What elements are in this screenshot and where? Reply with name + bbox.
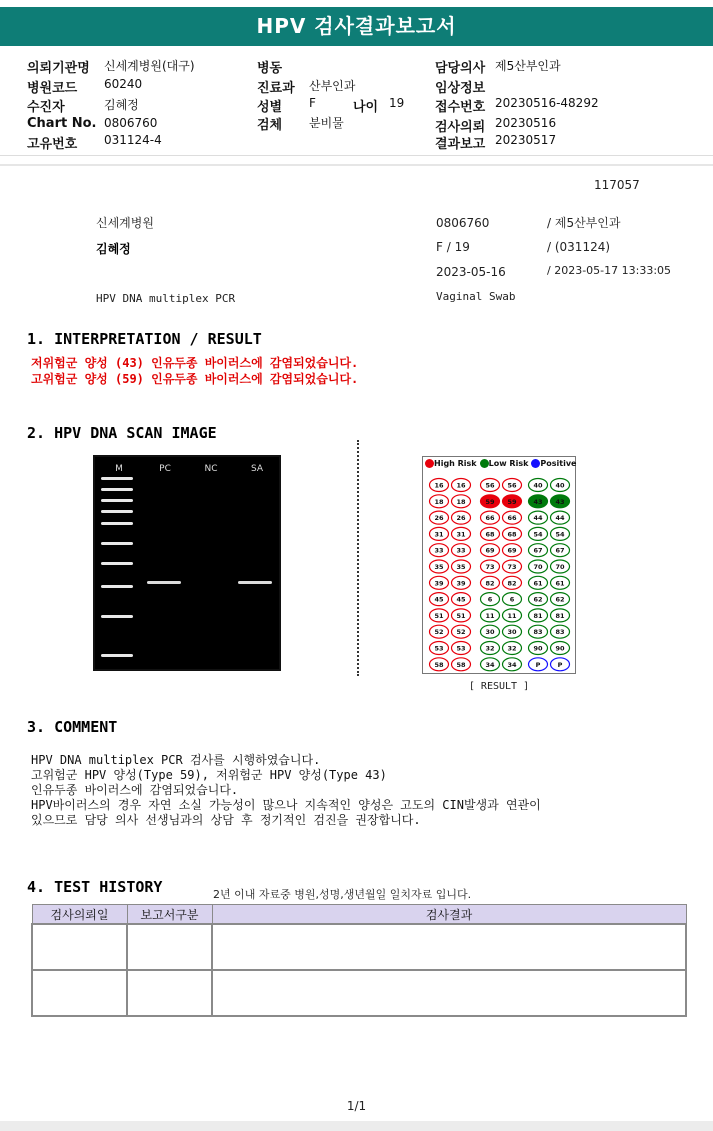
history-col-report-type: 보고서구분 bbox=[127, 905, 212, 925]
history-col-request-date: 검사의뢰일 bbox=[32, 905, 127, 925]
legend-low: Low Risk bbox=[488, 459, 529, 468]
hpv-probe-90 bbox=[529, 642, 548, 655]
hpv-probe-label: 82 bbox=[485, 579, 495, 588]
header-item: 의뢰기관명 신세계병원(대구) bbox=[27, 59, 195, 76]
hpv-probe-43 bbox=[551, 495, 570, 508]
history-table bbox=[31, 904, 687, 1017]
hpv-probe-label: 81 bbox=[533, 611, 543, 620]
hpv-probe-label: 18 bbox=[456, 497, 466, 506]
ladder-band bbox=[101, 562, 133, 565]
ladder-band bbox=[101, 510, 133, 513]
hpv-probe-30 bbox=[503, 625, 522, 638]
ladder-band bbox=[101, 585, 133, 588]
hpv-probe-label: 39 bbox=[434, 579, 444, 588]
hpv-probe-32 bbox=[481, 642, 500, 655]
info-hospital: 신세계병원 bbox=[96, 216, 154, 230]
hpv-probe-label: 69 bbox=[507, 546, 517, 555]
info-dept: / 제5산부인과 bbox=[547, 216, 621, 230]
hpv-probe-label: 18 bbox=[434, 497, 444, 506]
ladder-band bbox=[101, 499, 133, 502]
hpv-probe-label: 53 bbox=[434, 644, 444, 653]
hpv-probe-82 bbox=[481, 576, 500, 589]
hpv-probe-label: 45 bbox=[434, 595, 444, 604]
hpv-probe-label: 73 bbox=[485, 563, 495, 571]
hpv-probe-label: 66 bbox=[485, 514, 495, 523]
legend-high: High Risk bbox=[434, 459, 477, 468]
hpv-probe-40 bbox=[551, 479, 570, 492]
hpv-probe-18 bbox=[430, 495, 449, 508]
table-row bbox=[32, 970, 686, 1016]
divider bbox=[0, 164, 713, 166]
hpv-probe-label: 43 bbox=[555, 497, 565, 506]
section-comment-title: 3. COMMENT bbox=[27, 718, 118, 736]
hpv-probe-39 bbox=[452, 576, 471, 589]
result-caption: [ RESULT ] bbox=[468, 681, 530, 692]
hpv-result-panel bbox=[422, 456, 576, 674]
hpv-probe-66 bbox=[481, 511, 500, 524]
panel-legend bbox=[425, 459, 575, 473]
header-item: Chart No. 0806760 bbox=[27, 116, 158, 131]
hpv-probe-53 bbox=[430, 642, 449, 655]
comment-line: 인유두종 바이러스에 감염되었습니다. bbox=[31, 783, 239, 797]
hpv-probe-label: 39 bbox=[456, 579, 466, 588]
info-chart: 0806760 bbox=[436, 216, 490, 230]
ladder-band bbox=[101, 477, 133, 480]
hpv-probe-52 bbox=[452, 625, 471, 638]
hpv-probe-label: 16 bbox=[456, 481, 466, 490]
hpv-probe-label: 35 bbox=[434, 563, 444, 571]
header-item: 병원코드 60240 bbox=[27, 77, 143, 96]
hpv-probe-label: 67 bbox=[533, 546, 543, 555]
hpv-probe-62 bbox=[529, 593, 548, 606]
hpv-probe-45 bbox=[452, 593, 471, 606]
hpv-probe-52 bbox=[430, 625, 449, 638]
table-cell bbox=[127, 924, 212, 970]
hpv-probe-label: 83 bbox=[555, 628, 565, 637]
hpv-probe-31 bbox=[452, 527, 471, 540]
hpv-probe-label: 32 bbox=[485, 644, 495, 653]
header-age: 나이 19 bbox=[353, 96, 405, 115]
header-item: 결과보고 20230517 bbox=[435, 133, 557, 152]
low-risk-dot-icon bbox=[480, 459, 489, 468]
hpv-probe-label: 53 bbox=[456, 644, 466, 653]
hpv-probe-label: 67 bbox=[555, 546, 565, 555]
comment-line: 고위험군 HPV 양성(Type 59), 저위험군 HPV 양성(Type 43) bbox=[31, 768, 387, 782]
hpv-probe-51 bbox=[430, 609, 449, 622]
gel-image bbox=[93, 455, 281, 671]
hpv-probe-label: 54 bbox=[555, 530, 565, 539]
hpv-probe-11 bbox=[503, 609, 522, 622]
hpv-probe-label: 16 bbox=[434, 481, 444, 490]
header-item: 진료과 산부인과 bbox=[257, 79, 356, 96]
hpv-probe-58 bbox=[430, 658, 449, 671]
header-item: 접수번호 20230516-48292 bbox=[435, 96, 599, 115]
hpv-probe-40 bbox=[529, 479, 548, 492]
comment-line: HPV바이러스의 경우 자연 소실 가능성이 많으나 지속적인 양성은 고도의 CIN발생과 연관이 bbox=[31, 798, 541, 812]
hpv-probe-label: 62 bbox=[533, 595, 543, 604]
hpv-probe-label: 31 bbox=[456, 530, 466, 539]
hpv-probe-label: 68 bbox=[507, 530, 517, 539]
specimen-code: 117057 bbox=[594, 178, 640, 192]
hpv-probe-label: 30 bbox=[507, 628, 517, 637]
hpv-probe-label: 31 bbox=[434, 530, 444, 539]
hpv-probe-32 bbox=[503, 642, 522, 655]
hpv-probe-label: 33 bbox=[456, 546, 466, 555]
hpv-probe-73 bbox=[481, 560, 500, 573]
hpv-probe-label: 6 bbox=[487, 595, 493, 604]
table-cell bbox=[127, 970, 212, 1016]
hpv-probe-label: 45 bbox=[456, 595, 466, 604]
header-item: 담당의사 제5산부인과 bbox=[435, 59, 561, 76]
dotted-divider bbox=[357, 440, 359, 676]
hpv-probe-label: 11 bbox=[485, 611, 495, 620]
info-patient: 김혜정 bbox=[96, 242, 131, 256]
hpv-probe-26 bbox=[430, 511, 449, 524]
legend-positive: Positive bbox=[540, 459, 577, 468]
hpv-probe-label: 69 bbox=[485, 546, 495, 555]
hpv-probe-16 bbox=[430, 479, 449, 492]
hpv-probe-66 bbox=[503, 511, 522, 524]
page-number: 1/1 bbox=[346, 1099, 367, 1113]
hpv-probe-30 bbox=[481, 625, 500, 638]
hpv-probe-label: 52 bbox=[456, 628, 466, 637]
hpv-probe-61 bbox=[551, 576, 570, 589]
hpv-probe-26 bbox=[452, 511, 471, 524]
info-sex-age: F / 19 bbox=[436, 240, 470, 254]
history-note: 2년 이내 자료중 병원,성명,생년월일 일치자료 입니다. bbox=[213, 888, 472, 901]
hpv-probe-label: 26 bbox=[434, 514, 444, 523]
header-item: 성별 F bbox=[257, 96, 316, 115]
report-title: HPV 검사결과보고서 bbox=[256, 14, 457, 38]
hpv-probe-6 bbox=[503, 593, 522, 606]
hpv-probe-label: 6 bbox=[509, 595, 515, 604]
hpv-probe-16 bbox=[452, 479, 471, 492]
hpv-probe-31 bbox=[430, 527, 449, 540]
hpv-probe-11 bbox=[481, 609, 500, 622]
comment-block bbox=[31, 753, 541, 828]
hpv-probe-59 bbox=[481, 495, 500, 508]
hpv-probe-35 bbox=[430, 560, 449, 573]
info-date-report: / 2023-05-17 13:33:05 bbox=[547, 264, 672, 277]
hpv-probe-label: 61 bbox=[533, 579, 543, 588]
hpv-probe-6 bbox=[481, 593, 500, 606]
hpv-probe-44 bbox=[529, 511, 548, 524]
hpv-probe-label: 83 bbox=[533, 628, 543, 637]
header-item: 검체 분비물 bbox=[257, 116, 344, 133]
hpv-probe-label: 40 bbox=[555, 481, 565, 490]
hpv-probe-70 bbox=[551, 560, 570, 573]
history-col-result: 검사결과 bbox=[212, 905, 686, 925]
table-cell bbox=[32, 924, 127, 970]
divider bbox=[0, 155, 713, 156]
hpv-probe-67 bbox=[529, 544, 548, 557]
hpv-probe-label: 58 bbox=[434, 660, 444, 669]
hpv-probe-label: 34 bbox=[507, 660, 517, 669]
hpv-probe-58 bbox=[452, 658, 471, 671]
hpv-probe-39 bbox=[430, 576, 449, 589]
hpv-probe-68 bbox=[503, 527, 522, 540]
hpv-probe-label: 30 bbox=[485, 628, 495, 637]
hpv-probe-51 bbox=[452, 609, 471, 622]
hpv-probe-label: 26 bbox=[456, 514, 466, 523]
hpv-probe-59 bbox=[503, 495, 522, 508]
ladder-band bbox=[101, 615, 133, 618]
hpv-probe-label: 90 bbox=[533, 644, 543, 653]
hpv-probe-P bbox=[529, 658, 548, 671]
hpv-probe-label: 44 bbox=[533, 514, 543, 523]
hpv-probe-label: 70 bbox=[533, 563, 543, 571]
gel-lane-label: PC bbox=[159, 464, 171, 474]
header-item: 수진자 김혜정 bbox=[27, 98, 139, 115]
result-line: 고위험군 양성 (59) 인유두종 바이러스에 감염되었습니다. bbox=[31, 372, 359, 386]
bottom-band bbox=[0, 1121, 713, 1131]
info-date-request: 2023-05-16 bbox=[436, 265, 506, 279]
hpv-probe-label: 44 bbox=[555, 514, 565, 523]
hpv-probe-label: 59 bbox=[507, 497, 517, 506]
high-risk-dot-icon bbox=[425, 459, 434, 468]
info-specimen: Vaginal Swab bbox=[436, 290, 516, 303]
history-header-row bbox=[32, 905, 686, 925]
hpv-probe-label: 56 bbox=[507, 481, 517, 490]
hpv-probe-62 bbox=[551, 593, 570, 606]
hpv-probe-label: 43 bbox=[533, 497, 543, 506]
hpv-probe-label: P bbox=[535, 660, 541, 669]
hpv-probe-56 bbox=[503, 479, 522, 492]
hpv-probe-69 bbox=[481, 544, 500, 557]
gel-lane-label: M bbox=[115, 464, 123, 474]
ladder-band bbox=[101, 654, 133, 657]
section-scan-title: 2. HPV DNA SCAN IMAGE bbox=[27, 424, 217, 442]
hpv-probe-34 bbox=[481, 658, 500, 671]
comment-line: HPV DNA multiplex PCR 검사를 시행하였습니다. bbox=[31, 753, 321, 767]
hpv-probe-56 bbox=[481, 479, 500, 492]
ladder-band bbox=[101, 522, 133, 525]
header-item: 임상정보 bbox=[435, 81, 486, 96]
hpv-probe-70 bbox=[529, 560, 548, 573]
hpv-probe-81 bbox=[529, 609, 548, 622]
hpv-probe-45 bbox=[430, 593, 449, 606]
hpv-probe-43 bbox=[529, 495, 548, 508]
hpv-probe-81 bbox=[551, 609, 570, 622]
hpv-probe-label: 33 bbox=[434, 546, 444, 555]
hpv-probe-label: 34 bbox=[485, 660, 495, 669]
panel-grid bbox=[423, 475, 575, 673]
header-item: 병동 bbox=[257, 61, 283, 76]
hpv-probe-53 bbox=[452, 642, 471, 655]
hpv-probe-label: 70 bbox=[555, 563, 565, 571]
table-cell bbox=[212, 970, 686, 1016]
hpv-probe-69 bbox=[503, 544, 522, 557]
hpv-probe-61 bbox=[529, 576, 548, 589]
hpv-probe-label: 81 bbox=[555, 611, 565, 620]
hpv-probe-54 bbox=[529, 527, 548, 540]
header-item: 검사의뢰 20230516 bbox=[435, 116, 557, 135]
hpv-probe-label: 56 bbox=[485, 481, 495, 490]
hpv-probe-54 bbox=[551, 527, 570, 540]
sa-band bbox=[238, 581, 272, 584]
table-row bbox=[32, 924, 686, 970]
hpv-probe-18 bbox=[452, 495, 471, 508]
hpv-probe-label: 35 bbox=[456, 563, 466, 571]
hpv-probe-label: 73 bbox=[507, 563, 517, 571]
hpv-probe-33 bbox=[430, 544, 449, 557]
hpv-probe-83 bbox=[529, 625, 548, 638]
info-test: HPV DNA multiplex PCR bbox=[96, 292, 236, 305]
hpv-probe-label: 59 bbox=[485, 497, 495, 506]
result-line: 저위험군 양성 (43) 인유두종 바이러스에 감염되었습니다. bbox=[31, 356, 359, 370]
marker-ladder bbox=[101, 477, 133, 657]
info-id: / (031124) bbox=[547, 240, 611, 254]
hpv-probe-label: 51 bbox=[434, 611, 444, 620]
hpv-probe-label: 40 bbox=[533, 481, 543, 490]
hpv-probe-label: 82 bbox=[507, 579, 517, 588]
hpv-probe-83 bbox=[551, 625, 570, 638]
hpv-probe-label: 52 bbox=[434, 628, 444, 637]
hpv-probe-label: 11 bbox=[507, 611, 517, 620]
hpv-probe-34 bbox=[503, 658, 522, 671]
hpv-probe-90 bbox=[551, 642, 570, 655]
ladder-band bbox=[101, 488, 133, 491]
hpv-probe-label: 58 bbox=[456, 660, 466, 669]
hpv-probe-44 bbox=[551, 511, 570, 524]
comment-line: 있으므로 담당 의사 선생님과의 상담 후 정기적인 검진을 권장합니다. bbox=[31, 813, 421, 827]
section-interpretation-title: 1. INTERPRETATION / RESULT bbox=[27, 330, 262, 348]
hpv-probe-label: P bbox=[557, 660, 563, 669]
hpv-probe-82 bbox=[503, 576, 522, 589]
hpv-probe-label: 66 bbox=[507, 514, 517, 523]
table-cell bbox=[32, 970, 127, 1016]
header-item: 고유번호 031124-4 bbox=[27, 133, 162, 152]
title-bar bbox=[0, 7, 713, 46]
table-cell bbox=[212, 924, 686, 970]
hpv-probe-73 bbox=[503, 560, 522, 573]
hpv-probe-label: 32 bbox=[507, 644, 517, 653]
hpv-probe-label: 68 bbox=[485, 530, 495, 539]
hpv-probe-67 bbox=[551, 544, 570, 557]
hpv-probe-label: 51 bbox=[456, 611, 466, 620]
hpv-probe-33 bbox=[452, 544, 471, 557]
gel-lane-label: SA bbox=[250, 464, 264, 474]
hpv-probe-68 bbox=[481, 527, 500, 540]
ladder-band bbox=[101, 542, 133, 545]
hpv-probe-label: 62 bbox=[555, 595, 565, 604]
hpv-probe-label: 61 bbox=[555, 579, 565, 588]
hpv-probe-label: 54 bbox=[533, 530, 543, 539]
section-history-title: 4. TEST HISTORY bbox=[27, 878, 163, 896]
hpv-probe-P bbox=[551, 658, 570, 671]
gel-lane-label: NC bbox=[204, 464, 218, 474]
hpv-probe-35 bbox=[452, 560, 471, 573]
hpv-probe-label: 90 bbox=[555, 644, 565, 653]
pc-band bbox=[147, 581, 181, 584]
gel-svg bbox=[95, 457, 279, 669]
